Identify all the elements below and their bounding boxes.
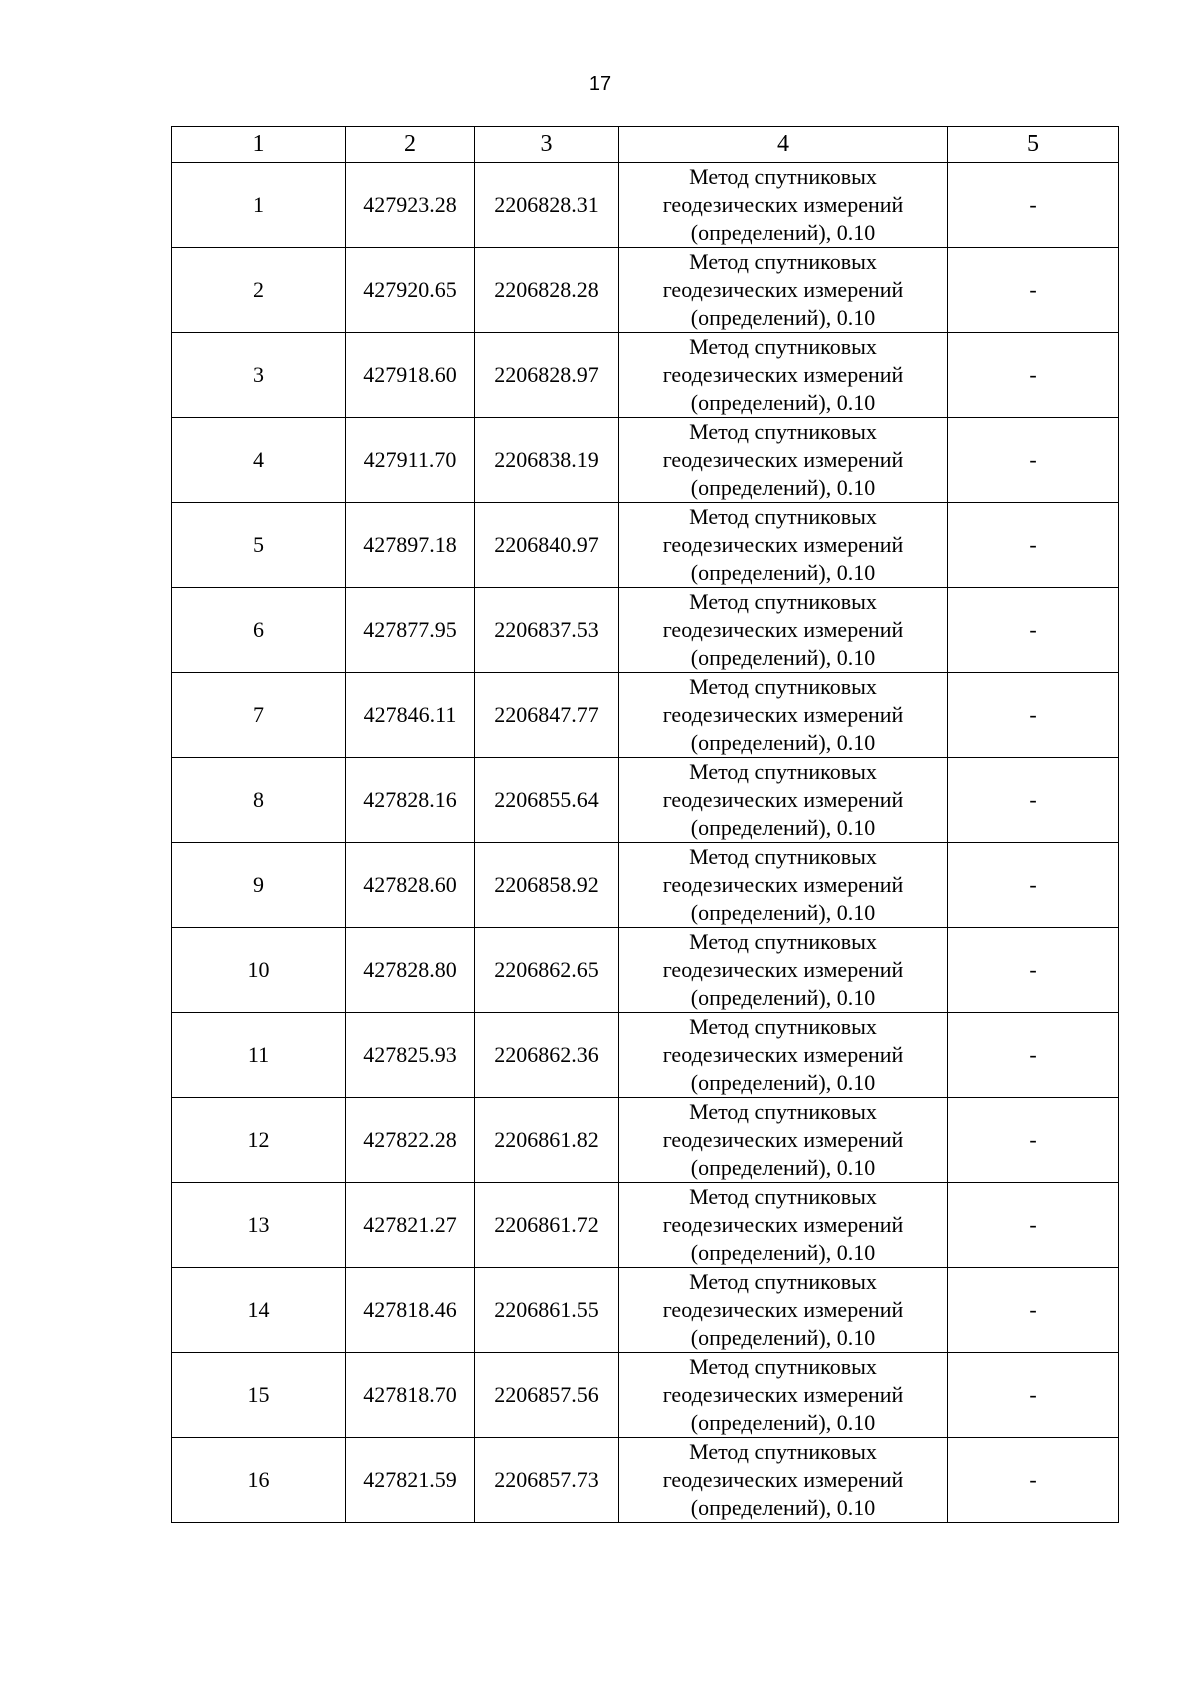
column-5-cell: -: [948, 588, 1119, 673]
table-row: [172, 333, 1119, 418]
table-row: [172, 1013, 1119, 1098]
method-cell: [619, 843, 948, 928]
method-line-3: (определений), 0.10: [690, 1495, 876, 1520]
point-number-cell: 7: [172, 673, 346, 758]
point-number-cell: 9: [172, 843, 346, 928]
method-line-2: геодезических измерений: [662, 192, 904, 217]
method-line-1: Метод спутниковых: [689, 929, 877, 954]
method-cell: [619, 1353, 948, 1438]
method-cell: [619, 1013, 948, 1098]
column-5-cell: -: [948, 248, 1119, 333]
point-number-cell: 14: [172, 1268, 346, 1353]
column-5-cell: -: [948, 1353, 1119, 1438]
point-number-cell: 13: [172, 1183, 346, 1268]
coordinates-table: [171, 126, 1119, 1523]
method-line-3: (определений), 0.10: [690, 560, 876, 585]
column-5-cell: -: [948, 503, 1119, 588]
method-line-3: (определений), 0.10: [690, 1155, 876, 1180]
method-cell: [619, 163, 948, 248]
method-line-1: Метод спутниковых: [689, 1014, 877, 1039]
page-number: 17: [588, 73, 612, 95]
method-line-1: Метод спутниковых: [689, 1099, 877, 1124]
method-cell: [619, 1098, 948, 1183]
column-5-cell: -: [948, 1183, 1119, 1268]
method-line-2: геодезических измерений: [662, 362, 904, 387]
point-number-cell: 5: [172, 503, 346, 588]
method-line-3: (определений), 0.10: [690, 220, 876, 245]
table-row: [172, 1098, 1119, 1183]
point-number-cell: 11: [172, 1013, 346, 1098]
x-coordinate-cell: 427818.70: [346, 1353, 475, 1438]
x-coordinate-cell: 427846.11: [346, 673, 475, 758]
y-coordinate-cell: 2206858.92: [475, 843, 619, 928]
x-coordinate-cell: 427828.60: [346, 843, 475, 928]
method-line-2: геодезических измерений: [662, 787, 904, 812]
table-row: [172, 163, 1119, 248]
point-number-cell: 10: [172, 928, 346, 1013]
point-number-cell: 12: [172, 1098, 346, 1183]
method-line-1: Метод спутниковых: [689, 334, 877, 359]
point-number-cell: 15: [172, 1353, 346, 1438]
y-coordinate-cell: 2206861.55: [475, 1268, 619, 1353]
method-line-1: Метод спутниковых: [689, 1354, 877, 1379]
header-cell-5: 5: [948, 127, 1119, 163]
column-5-cell: -: [948, 1098, 1119, 1183]
method-line-1: Метод спутниковых: [689, 419, 877, 444]
column-5-cell: -: [948, 163, 1119, 248]
method-line-1: Метод спутниковых: [689, 504, 877, 529]
table-row: [172, 1438, 1119, 1523]
method-line-2: геодезических измерений: [662, 872, 904, 897]
y-coordinate-cell: 2206862.65: [475, 928, 619, 1013]
table-row: [172, 1268, 1119, 1353]
method-line-1: Метод спутниковых: [689, 844, 877, 869]
table-row: [172, 758, 1119, 843]
method-cell: [619, 418, 948, 503]
method-line-1: Метод спутниковых: [689, 1439, 877, 1464]
header-cell-2: 2: [346, 127, 475, 163]
method-cell: [619, 1268, 948, 1353]
x-coordinate-cell: 427918.60: [346, 333, 475, 418]
point-number-cell: 3: [172, 333, 346, 418]
method-cell: [619, 333, 948, 418]
x-coordinate-cell: 427825.93: [346, 1013, 475, 1098]
x-coordinate-cell: 427821.59: [346, 1438, 475, 1523]
method-line-1: Метод спутниковых: [689, 589, 877, 614]
method-line-2: геодезических измерений: [662, 1382, 904, 1407]
method-line-3: (определений), 0.10: [690, 1070, 876, 1095]
method-cell: [619, 588, 948, 673]
method-line-1: Метод спутниковых: [689, 1184, 877, 1209]
method-line-2: геодезических измерений: [662, 277, 904, 302]
method-line-3: (определений), 0.10: [690, 1240, 876, 1265]
column-5-cell: -: [948, 418, 1119, 503]
table-row: [172, 843, 1119, 928]
table-row: [172, 673, 1119, 758]
header-cell-4: 4: [619, 127, 948, 163]
column-5-cell: -: [948, 928, 1119, 1013]
method-line-3: (определений), 0.10: [690, 985, 876, 1010]
y-coordinate-cell: 2206840.97: [475, 503, 619, 588]
x-coordinate-cell: 427828.80: [346, 928, 475, 1013]
method-cell: [619, 758, 948, 843]
method-line-1: Метод спутниковых: [689, 759, 877, 784]
column-5-cell: -: [948, 1268, 1119, 1353]
table-header-row: [172, 127, 1119, 163]
method-line-2: геодезических измерений: [662, 957, 904, 982]
method-line-1: Метод спутниковых: [689, 674, 877, 699]
column-5-cell: -: [948, 1013, 1119, 1098]
point-number-cell: 8: [172, 758, 346, 843]
method-line-3: (определений), 0.10: [690, 1410, 876, 1435]
column-5-cell: -: [948, 1438, 1119, 1523]
y-coordinate-cell: 2206847.77: [475, 673, 619, 758]
method-line-3: (определений), 0.10: [690, 815, 876, 840]
y-coordinate-cell: 2206837.53: [475, 588, 619, 673]
method-line-3: (определений), 0.10: [690, 645, 876, 670]
header-cell-3: 3: [475, 127, 619, 163]
method-cell: [619, 248, 948, 333]
x-coordinate-cell: 427822.28: [346, 1098, 475, 1183]
y-coordinate-cell: 2206857.56: [475, 1353, 619, 1438]
method-line-3: (определений), 0.10: [690, 390, 876, 415]
column-5-cell: -: [948, 843, 1119, 928]
x-coordinate-cell: 427828.16: [346, 758, 475, 843]
table-row: [172, 248, 1119, 333]
point-number-cell: 2: [172, 248, 346, 333]
point-number-cell: 4: [172, 418, 346, 503]
method-line-2: геодезических измерений: [662, 532, 904, 557]
column-5-cell: -: [948, 333, 1119, 418]
method-line-2: геодезических измерений: [662, 1127, 904, 1152]
y-coordinate-cell: 2206857.73: [475, 1438, 619, 1523]
x-coordinate-cell: 427923.28: [346, 163, 475, 248]
table-row: [172, 1353, 1119, 1438]
y-coordinate-cell: 2206855.64: [475, 758, 619, 843]
x-coordinate-cell: 427818.46: [346, 1268, 475, 1353]
x-coordinate-cell: 427877.95: [346, 588, 475, 673]
method-line-2: геодезических измерений: [662, 1042, 904, 1067]
header-cell-1: 1: [172, 127, 346, 163]
y-coordinate-cell: 2206828.97: [475, 333, 619, 418]
x-coordinate-cell: 427897.18: [346, 503, 475, 588]
method-line-2: геодезических измерений: [662, 1467, 904, 1492]
column-5-cell: -: [948, 673, 1119, 758]
column-5-cell: -: [948, 758, 1119, 843]
table-row: [172, 588, 1119, 673]
method-line-3: (определений), 0.10: [690, 475, 876, 500]
method-line-2: геодезических измерений: [662, 1297, 904, 1322]
table-body: [172, 127, 1119, 1523]
point-number-cell: 1: [172, 163, 346, 248]
y-coordinate-cell: 2206838.19: [475, 418, 619, 503]
method-line-3: (определений), 0.10: [690, 305, 876, 330]
method-cell: [619, 1183, 948, 1268]
method-cell: [619, 673, 948, 758]
table-row: [172, 418, 1119, 503]
y-coordinate-cell: 2206828.31: [475, 163, 619, 248]
method-line-3: (определений), 0.10: [690, 730, 876, 755]
table-row: [172, 928, 1119, 1013]
method-line-3: (определений), 0.10: [690, 900, 876, 925]
method-line-2: геодезических измерений: [662, 702, 904, 727]
y-coordinate-cell: 2206828.28: [475, 248, 619, 333]
method-line-2: геодезических измерений: [662, 1212, 904, 1237]
y-coordinate-cell: 2206861.72: [475, 1183, 619, 1268]
method-line-2: геодезических измерений: [662, 447, 904, 472]
table-row: [172, 503, 1119, 588]
point-number-cell: 16: [172, 1438, 346, 1523]
method-line-2: геодезических измерений: [662, 617, 904, 642]
method-line-1: Метод спутниковых: [689, 249, 877, 274]
method-cell: [619, 928, 948, 1013]
method-line-1: Метод спутниковых: [689, 1269, 877, 1294]
x-coordinate-cell: 427911.70: [346, 418, 475, 503]
method-line-3: (определений), 0.10: [690, 1325, 876, 1350]
method-line-1: Метод спутниковых: [689, 164, 877, 189]
y-coordinate-cell: 2206862.36: [475, 1013, 619, 1098]
x-coordinate-cell: 427920.65: [346, 248, 475, 333]
x-coordinate-cell: 427821.27: [346, 1183, 475, 1268]
table-row: [172, 1183, 1119, 1268]
y-coordinate-cell: 2206861.82: [475, 1098, 619, 1183]
method-cell: [619, 503, 948, 588]
method-cell: [619, 1438, 948, 1523]
point-number-cell: 6: [172, 588, 346, 673]
